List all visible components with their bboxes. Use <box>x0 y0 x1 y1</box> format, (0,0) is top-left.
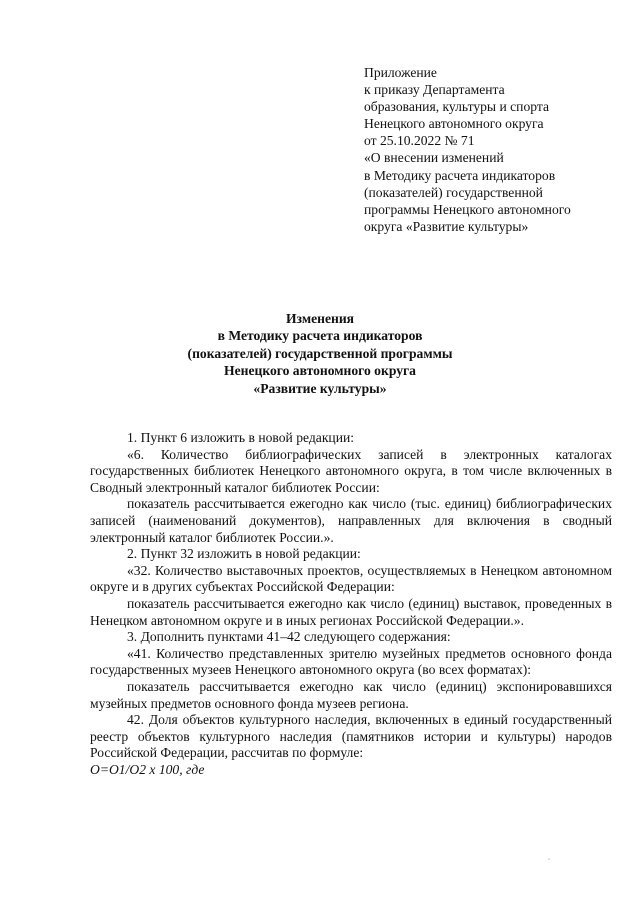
title-line: (показателей) государственной программы <box>187 345 453 361</box>
title-line: «Развитие культуры» <box>253 380 387 396</box>
title-line: в Методику расчета индикаторов <box>217 328 423 344</box>
appendix-line: (показателей) государственной <box>364 184 543 200</box>
appendix-line: «О внесении изменений <box>364 150 504 166</box>
paragraph: «32. Количество выставочных проектов, осуществляемых в Ненецком автономном округе и в других субъектах Российской Федерации: <box>90 562 612 595</box>
paragraph: 42. Доля объектов культурного наследия, включенных в единый государственный реестр объектов культурного наследия (памятников истории и культуры) народов Российской Федерации, рассчитав по формуле: <box>90 712 612 761</box>
paragraph: 3. Дополнить пунктами 41–42 следующего содержания: <box>127 629 451 645</box>
appendix-line: в Методику расчета индикаторов <box>364 167 556 183</box>
paragraph: показатель рассчитывается ежегодно как число (единиц) выставок, проведенных в Ненецком автономном округе и в иных регионах Российской Федерации.». <box>90 595 612 628</box>
document-title <box>90 310 550 397</box>
appendix-line: Ненецкого автономного округа <box>364 116 544 132</box>
paragraph: 2. Пункт 32 изложить в новой редакции: <box>127 546 361 562</box>
paragraph: 1. Пункт 6 изложить в новой редакции: <box>127 430 355 445</box>
paragraph: показатель рассчитывается ежегодно как число (тыс. единиц) библиографических записей (наименований документов), направленных для включения в сводный электронный каталог библиотек России.». <box>90 496 612 545</box>
paragraph: «41. Количество представленных зрителю музейных предметов основного фонда государственных музеев Ненецкого автономного округа (во всех форматах): <box>90 645 612 678</box>
scan-speck <box>548 858 550 860</box>
appendix-line: образования, культуры и спорта <box>364 99 550 115</box>
appendix-line: Приложение <box>364 65 437 80</box>
appendix-line: округа «Развитие культуры» <box>364 218 529 234</box>
paragraph: «6. Количество библиографических записей в электронных каталогах государственных библиотек Ненецкого автономного округа, в том числе включенных в Сводный электронный каталог библиотек России: <box>90 446 612 495</box>
title-line: Изменения <box>285 311 355 326</box>
appendix-line: к приказу Департамента <box>364 82 505 98</box>
appendix-header <box>364 64 626 235</box>
paragraph: показатель рассчитывается ежегодно как число (единиц) экспонировавшихся музейных предметов основного фонда музеев региона. <box>90 678 612 711</box>
formula: О=О1/О2 х 100, где <box>90 761 205 777</box>
appendix-line: от 25.10.2022 № 71 <box>364 133 475 149</box>
appendix-line: программы Ненецкого автономного <box>364 201 571 217</box>
title-line: Ненецкого автономного округа <box>224 363 416 379</box>
document-body <box>90 430 612 778</box>
